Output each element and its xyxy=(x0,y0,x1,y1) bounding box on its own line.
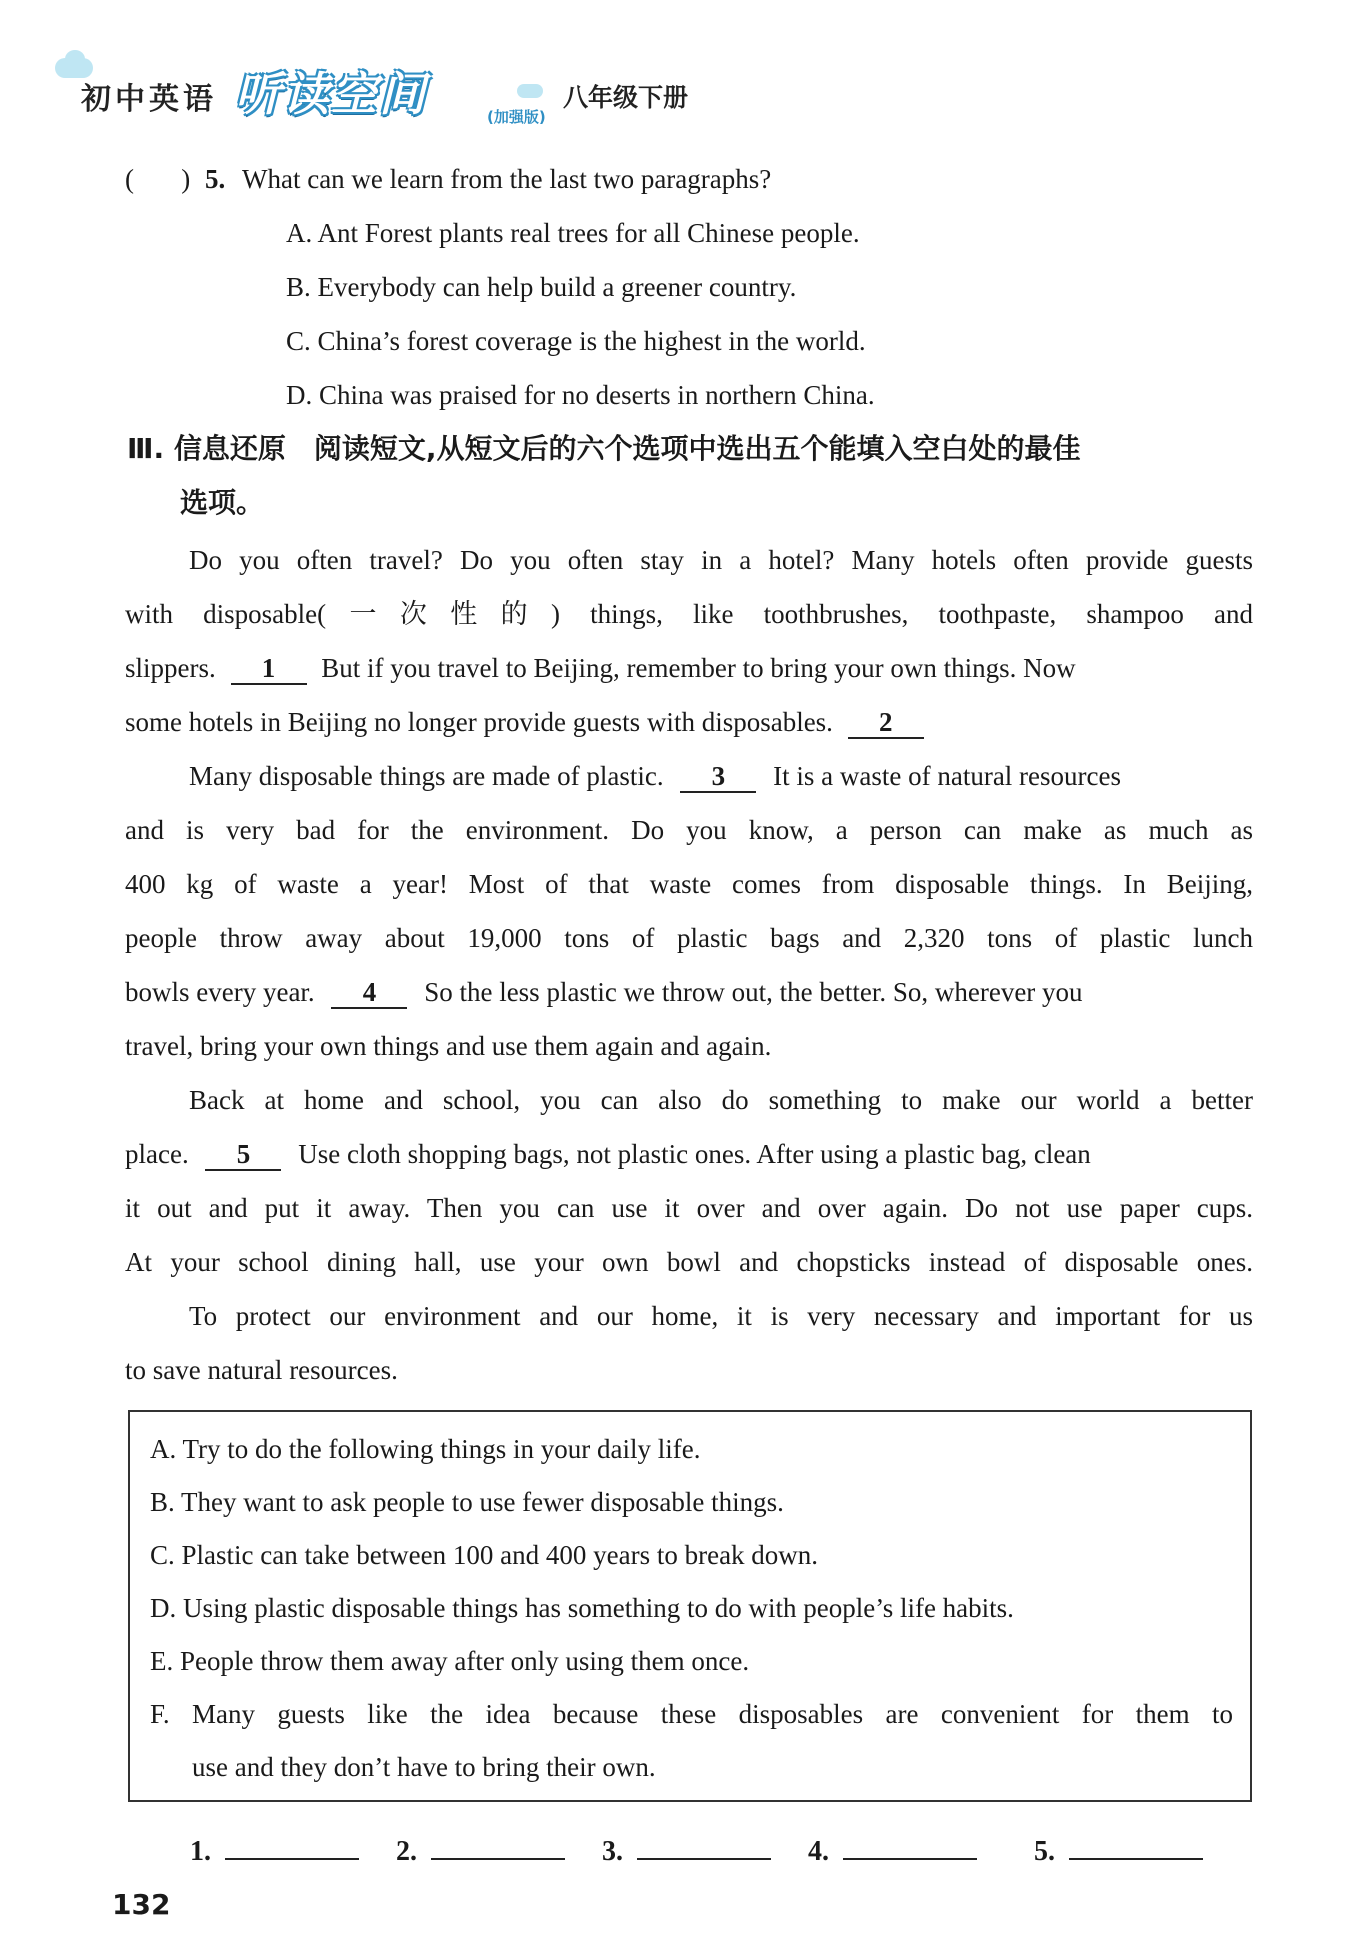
passage-line: it out and put it away. Then you can use it over and over again. Do not use paper cups. xyxy=(125,1193,1253,1223)
answer-label: 5. xyxy=(1034,1836,1055,1867)
passage-line xyxy=(125,1137,1253,1171)
passage-text: place. xyxy=(125,1139,189,1169)
blank-1[interactable]: 1 xyxy=(231,653,307,685)
passage-text: slippers. xyxy=(125,653,216,683)
passage-text: Use cloth shopping bags, not plastic ones. After using a plastic bag, clean xyxy=(298,1139,1091,1169)
passage-line: At your school dining hall, use your own bowl and chopsticks instead of disposable ones. xyxy=(125,1247,1253,1277)
passage-text: It is a waste of natural resources xyxy=(773,761,1122,791)
passage-line: 400 kg of waste a year! Most of that waste comes from disposable things. In Beijing, xyxy=(125,869,1253,899)
answer-slot-4[interactable] xyxy=(808,1828,977,1868)
passage-line xyxy=(125,705,924,739)
passage-line xyxy=(189,759,1253,793)
blank-5[interactable]: 5 xyxy=(205,1139,281,1171)
page-number: 132 xyxy=(112,1888,171,1921)
passage-text: So the less plastic we throw out, the better. So, wherever you xyxy=(424,977,1083,1007)
question-stem: What can we learn from the last two paragraphs? xyxy=(241,164,772,194)
passage-line: with disposable(一次性的) things, like toothbrushes, toothpaste, shampoo and xyxy=(125,599,1253,629)
passage-line xyxy=(125,975,1253,1009)
answer-slot-2[interactable] xyxy=(396,1828,565,1868)
answer-line[interactable] xyxy=(1069,1828,1203,1860)
blank-4[interactable]: 4 xyxy=(331,977,407,1009)
choice-e: E. People throw them away after only using them once. xyxy=(150,1646,750,1676)
choice-f: F. Many guests like the idea because these disposables are convenient for them to xyxy=(150,1699,1233,1729)
answer-line[interactable] xyxy=(431,1828,565,1860)
section-heading-cont: 选项。 xyxy=(180,486,265,519)
passage-line: and is very bad for the environment. Do you know, a person can make as much as xyxy=(125,815,1253,845)
question-5 xyxy=(125,162,771,196)
option-b: B. Everybody can help build a greener country. xyxy=(286,272,797,302)
answer-line[interactable] xyxy=(637,1828,771,1860)
answer-line[interactable] xyxy=(843,1828,977,1860)
question-number: 5. xyxy=(204,164,226,194)
section-heading: Ⅲ. 信息还原 阅读短文,从短文后的六个选项中选出五个能填入空白处的最佳 xyxy=(127,432,1081,465)
passage-line: To protect our environment and our home, it is very necessary and important for us xyxy=(189,1301,1253,1331)
answer-slot-5[interactable] xyxy=(1034,1828,1203,1868)
blank-3[interactable]: 3 xyxy=(680,761,756,793)
passage-line: Do you often travel? Do you often stay in a hotel? Many hotels often provide guests xyxy=(189,545,1253,575)
answer-label: 3. xyxy=(602,1836,623,1867)
answer-label: 2. xyxy=(396,1836,417,1867)
grade-label: 八年级下册 xyxy=(563,83,689,112)
cloud-decoration-small xyxy=(517,84,543,98)
option-d: D. China was praised for no deserts in northern China. xyxy=(286,380,875,410)
answer-slot-1[interactable] xyxy=(190,1828,359,1868)
passage-line xyxy=(125,651,1253,685)
edition-label: (加强版) xyxy=(487,108,546,126)
option-c: C. China’s forest coverage is the highest in the world. xyxy=(286,326,866,356)
choice-b: B. They want to ask people to use fewer disposable things. xyxy=(150,1487,784,1517)
passage-line: people throw away about 19,000 tons of plastic bags and 2,320 tons of plastic lunch xyxy=(125,923,1253,953)
passage-line: travel, bring your own things and use them again and again. xyxy=(125,1031,772,1061)
option-a: A. Ant Forest plants real trees for all Chinese people. xyxy=(286,218,860,248)
passage-line: Back at home and school, you can also do something to make our world a better xyxy=(189,1085,1253,1115)
choice-a: A. Try to do the following things in your daily life. xyxy=(150,1434,701,1464)
passage-text: But if you travel to Beijing, remember to bring your own things. Now xyxy=(321,653,1076,683)
page-header xyxy=(55,48,755,128)
passage-text: Many disposable things are made of plastic. xyxy=(189,761,664,791)
choice-f-cont: use and they don’t have to bring their own. xyxy=(192,1752,656,1782)
answer-row xyxy=(190,1828,1220,1870)
passage-text: some hotels in Beijing no longer provide guests with disposables. xyxy=(125,707,833,737)
answer-label: 4. xyxy=(808,1836,829,1867)
answer-line[interactable] xyxy=(225,1828,359,1860)
answer-parentheses[interactable]: ( ) xyxy=(125,164,191,194)
header-subject: 初中英语 xyxy=(81,82,217,117)
choice-d: D. Using plastic disposable things has something to do with people’s life habits. xyxy=(150,1593,1014,1623)
series-logo: 听读空间 xyxy=(235,67,427,121)
answer-label: 1. xyxy=(190,1836,211,1867)
choice-c: C. Plastic can take between 100 and 400 years to break down. xyxy=(150,1540,819,1570)
answer-slot-3[interactable] xyxy=(602,1828,771,1868)
passage-text: bowls every year. xyxy=(125,977,315,1007)
passage-line: to save natural resources. xyxy=(125,1355,398,1385)
blank-2[interactable]: 2 xyxy=(848,707,924,739)
